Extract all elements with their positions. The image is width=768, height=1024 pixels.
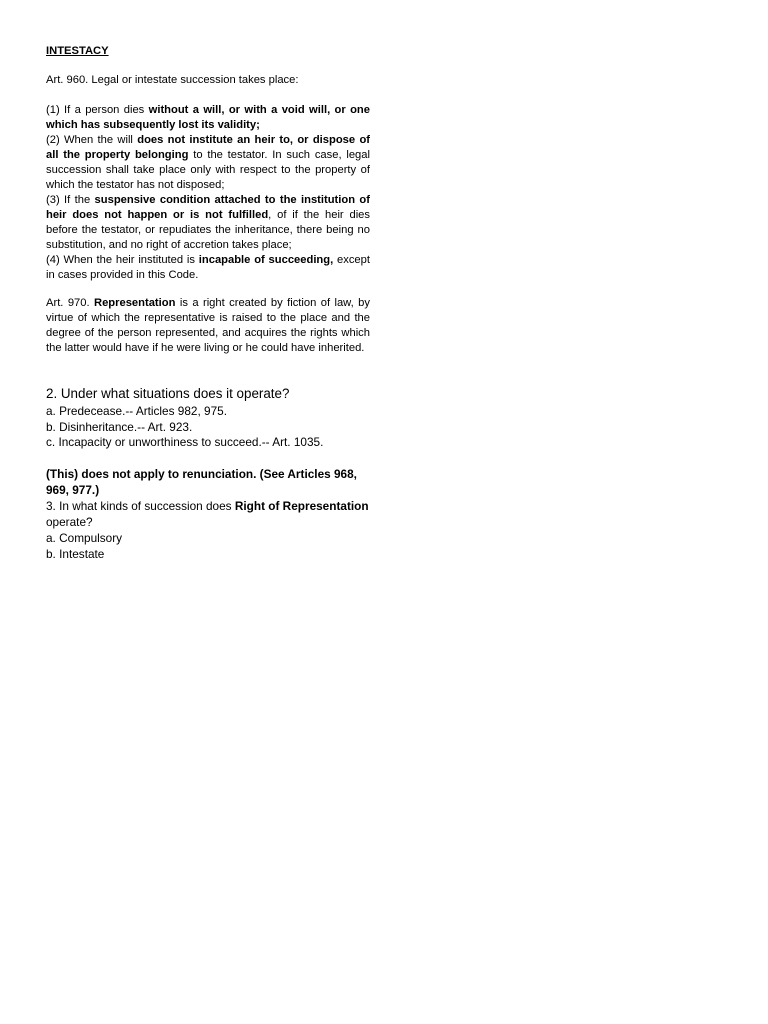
document-title: INTESTACY xyxy=(46,45,109,57)
question-2-item-b: b. Disinheritance.-- Art. 923. xyxy=(46,419,193,434)
art-970-rest: is a right created by fiction of law, by virtue of which the representative is raised to the place and the degree of the person represented, and acquires the rights which the latter would have if he were living or he could have inherited. xyxy=(46,297,370,354)
renunciation-note-bold: (This) does not apply to renunciation. (See Articles 968, 969, 977.) xyxy=(46,467,357,497)
question-2-item-c: c. Incapacity or unworthiness to succeed.-- Art. 1035. xyxy=(46,435,324,449)
item-3 xyxy=(46,193,370,253)
item-1-bold: without a will, or with a void will, or one which has subsequently lost its validity; xyxy=(46,104,370,131)
art-970-paragraph xyxy=(46,296,370,356)
item-2-rest: to the testator. In such case, legal succession shall take place only with respect to the property of which the testator has not disposed; xyxy=(46,149,370,191)
item-3-lead: (3) If the xyxy=(46,194,95,206)
question-2-item-a: a. Predecease.-- Articles 982, 975. xyxy=(46,404,227,418)
art-960-items xyxy=(46,103,370,283)
item-3-rest: , of if the heir dies before the testator, or repudiates the inheritance, there being no substitution, and no right of accretion takes place; xyxy=(46,209,370,251)
question-3 xyxy=(46,498,370,530)
question-3-rest: operate? xyxy=(46,515,93,529)
item-1-lead: (1) If a person dies xyxy=(46,104,149,116)
item-4-rest: except in cases provided in this Code. xyxy=(46,254,370,281)
question-3-item-a: a. Compulsory xyxy=(46,531,123,545)
question-3-item-b: b. Intestate xyxy=(46,547,105,561)
item-2 xyxy=(46,133,370,193)
question-3-lead: 3. In what kinds of succession does xyxy=(46,499,235,513)
art-970-lead: Art. 970. xyxy=(46,297,94,309)
item-4 xyxy=(46,253,370,283)
item-4-bold: incapable of succeeding, xyxy=(198,254,334,266)
question-3-bold: Right of Representation xyxy=(234,499,369,513)
item-2-bold: does not institute an heir to, or dispose of all the property belonging xyxy=(46,134,370,161)
art-970-bold: Representation xyxy=(94,297,176,309)
item-3-bold: suspensive condition attached to the institution of heir does not happen or is not fulfilled xyxy=(46,194,370,221)
question-2-heading: 2. Under what situations does it operate? xyxy=(46,386,290,401)
item-2-lead: (2) When the will xyxy=(46,134,138,146)
item-1 xyxy=(46,103,370,133)
art-960-intro: Art. 960. Legal or intestate succession takes place: xyxy=(46,74,299,86)
renunciation-note xyxy=(46,466,370,562)
question-2-list xyxy=(46,404,370,451)
item-4-lead: (4) When the heir instituted is xyxy=(46,254,199,266)
